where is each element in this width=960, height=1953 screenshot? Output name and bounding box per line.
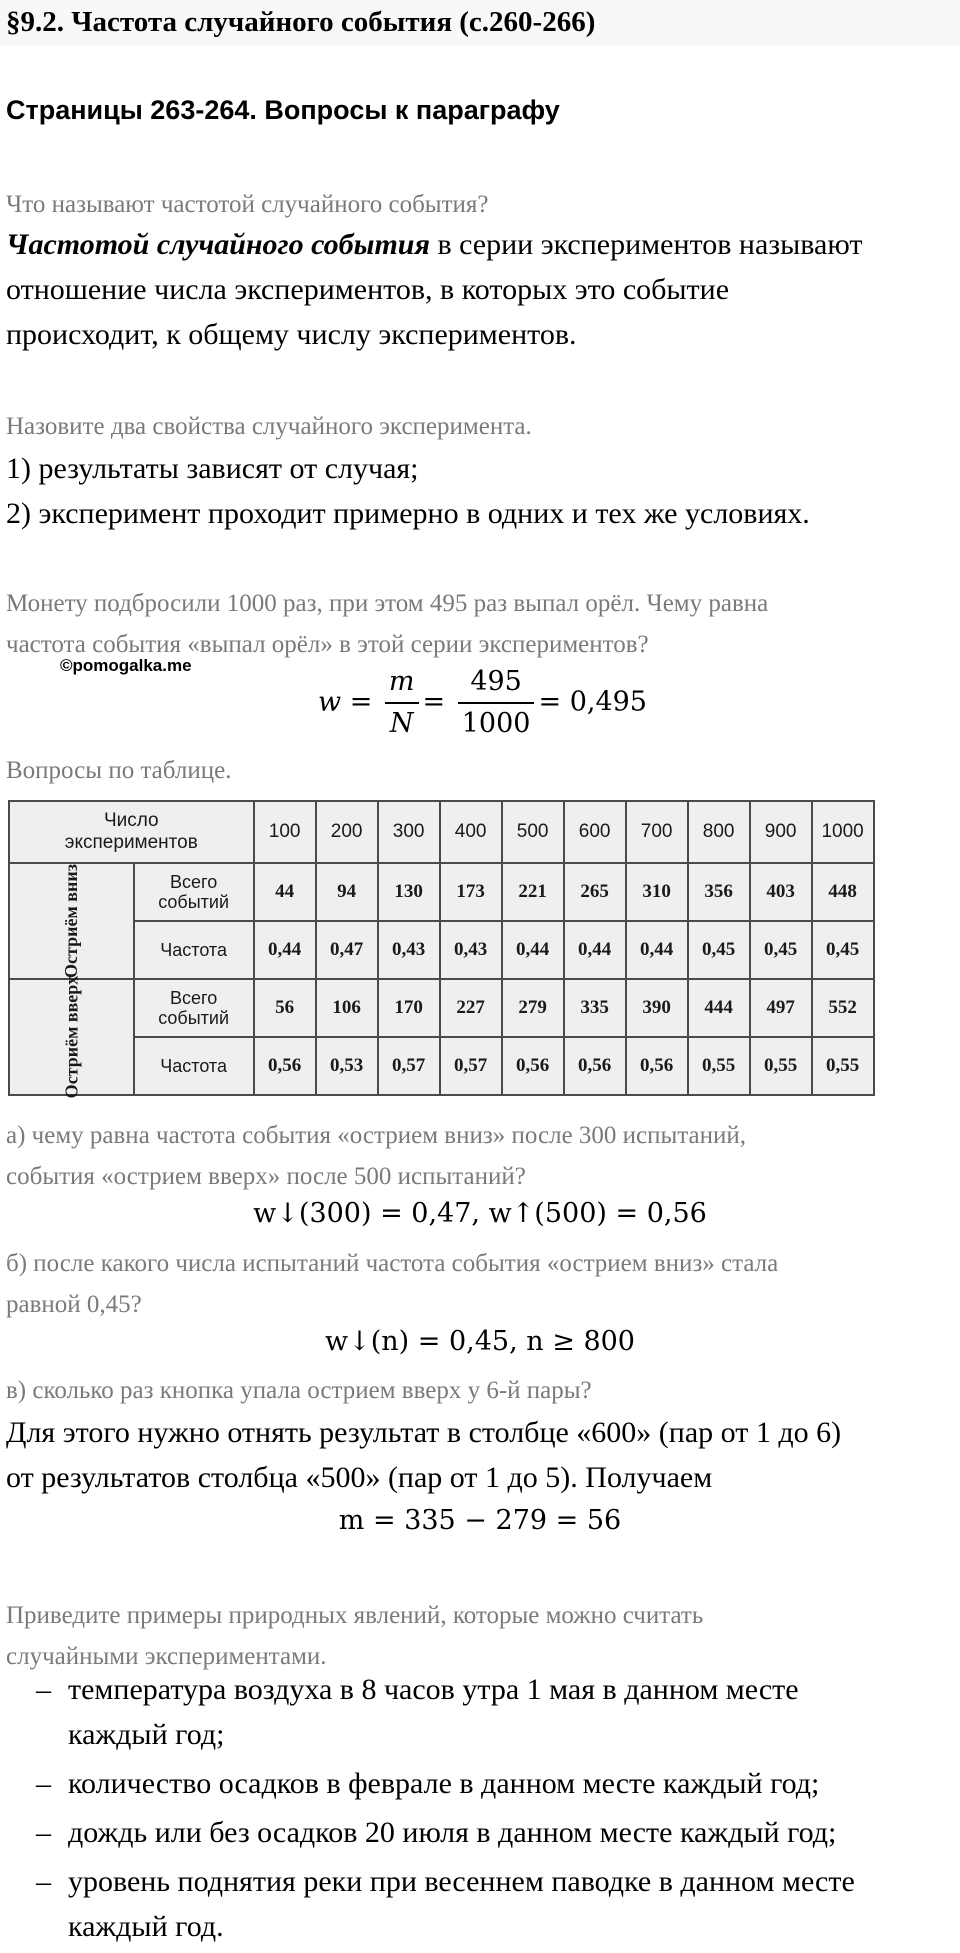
- table-cell: 0,44: [254, 921, 316, 979]
- table-cell: 310: [626, 863, 688, 921]
- table-cell: 0,55: [750, 1037, 812, 1095]
- table-cell: 390: [626, 979, 688, 1037]
- answer-2-item-1: 1) результаты зависят от случая;: [6, 452, 419, 485]
- table-cell: 0,43: [440, 921, 502, 979]
- table-heading: Вопросы по таблице.: [6, 757, 232, 784]
- table-row: [9, 863, 874, 921]
- table-cell: 0,57: [440, 1037, 502, 1095]
- question-3-line-2: частота события «выпал орёл» в этой серии экспериментов?: [6, 631, 649, 658]
- table-cell: 0,43: [378, 921, 440, 979]
- table-cell: 56: [254, 979, 316, 1037]
- col-header: 100: [254, 801, 316, 863]
- table-cell: 403: [750, 863, 812, 921]
- row-label: Всего событий: [134, 863, 254, 921]
- fraction-numeric: $\frac{495}{1000}$: [458, 662, 535, 744]
- table-cell: 0,56: [564, 1037, 626, 1095]
- table-cell: 448: [812, 863, 874, 921]
- question-3-line-1: Монету подбросили 1000 раз, при этом 495 раз выпал орёл. Чему равна: [6, 590, 769, 617]
- table-cell: 0,45: [750, 921, 812, 979]
- list-item: – количество осадков в феврале в данном месте каждый год;: [36, 1767, 820, 1800]
- table-cell: 0,55: [812, 1037, 874, 1095]
- table-cell: 173: [440, 863, 502, 921]
- table-cell: 0,44: [626, 921, 688, 979]
- col-header: 700: [626, 801, 688, 863]
- table-cell: 356: [688, 863, 750, 921]
- answer-1-term: Частотой случайного события: [6, 228, 430, 261]
- formula-a: w↓(300) = 0,47, w↑(500) = 0,56: [253, 1198, 707, 1229]
- table-cell: 552: [812, 979, 874, 1037]
- table-cell: 0,57: [378, 1037, 440, 1095]
- table-cell: 221: [502, 863, 564, 921]
- table-cell: 0,45: [812, 921, 874, 979]
- row-label: Частота: [134, 921, 254, 979]
- table-cell: 94: [316, 863, 378, 921]
- table-cell: 0,56: [626, 1037, 688, 1095]
- answer-1-line-1-rest: в серии экспериментов называют: [429, 228, 863, 261]
- list-item: – дождь или без осадков 20 июля в данном месте каждый год;: [36, 1816, 837, 1849]
- question-a: а) чему равна частота события «острием вниз» после 300 испытаний, события «острием вверх» после 500 испытаний?: [6, 1122, 747, 1190]
- question-3: [6, 583, 954, 665]
- header-bar: [0, 0, 960, 46]
- table-cell: 265: [564, 863, 626, 921]
- examples-list: [0, 1667, 960, 1953]
- page-subtitle: Страницы 263-264. Вопросы к параграфу: [6, 95, 560, 125]
- answer-c: Для этого нужно отнять результат в столбце «600» (пар от 1 до 6) от результатов столбца «500» (пар от 1 до 5). Получаем: [6, 1416, 842, 1494]
- answer-1: [6, 222, 954, 357]
- col-header: 200: [316, 801, 378, 863]
- table-cell: 44: [254, 863, 316, 921]
- row-label: Частота: [134, 1037, 254, 1095]
- table-row: [9, 979, 874, 1037]
- answer-2-item-2: 2) эксперимент проходит примерно в одних и тех же условиях.: [6, 497, 810, 530]
- question-b: б) после какого числа испытаний частота события «острием вниз» стала равной 0,45?: [6, 1250, 779, 1318]
- list-item: – температура воздуха в 8 часов утра 1 мая в данном месте каждый год;: [36, 1673, 799, 1751]
- formula-result: 0,495: [569, 686, 647, 718]
- table-row: [9, 921, 874, 979]
- answer-1-line-2: отношение числа экспериментов, в которых это событие: [6, 273, 730, 306]
- answer-1-line-1: [6, 222, 954, 267]
- table-row: [9, 1037, 874, 1095]
- formula-lhs: w: [318, 686, 342, 718]
- col-header: 900: [750, 801, 812, 863]
- table-cell: 0,56: [502, 1037, 564, 1095]
- watermark: ©pomogalka.me: [60, 656, 192, 675]
- table-cell: 0,55: [688, 1037, 750, 1095]
- formula-frequency: w = $\frac{m}{N}$ = $\frac{495}{1000}$ = 0,495: [318, 662, 647, 744]
- table-cell: 497: [750, 979, 812, 1037]
- table-cell: 0,53: [316, 1037, 378, 1095]
- col-header: 1000: [812, 801, 874, 863]
- table-cell: 0,45: [688, 921, 750, 979]
- table-cell: 0,44: [564, 921, 626, 979]
- answer-2: [6, 446, 954, 536]
- table-cell: 106: [316, 979, 378, 1037]
- col-header: 300: [378, 801, 440, 863]
- col-header: 400: [440, 801, 502, 863]
- table-cell: 227: [440, 979, 502, 1037]
- formula-b: w↓(n) = 0,45, n ≥ 800: [325, 1326, 635, 1357]
- col-header: 600: [564, 801, 626, 863]
- col-header: 800: [688, 801, 750, 863]
- table-cell: 335: [564, 979, 626, 1037]
- table-cell: 0,56: [254, 1037, 316, 1095]
- row-label: Всего событий: [134, 979, 254, 1037]
- group-label-down: Остриём вниз: [9, 863, 134, 979]
- table-cell: 0,44: [502, 921, 564, 979]
- header-label: Число экспериментов: [9, 801, 254, 863]
- answer-1-line-3: происходит, к общему числу экспериментов.: [6, 318, 577, 351]
- list-item: – уровень поднятия реки при весеннем паводке в данном месте каждый год.: [36, 1865, 855, 1943]
- col-header: 500: [502, 801, 564, 863]
- question-5: Приведите примеры природных явлений, которые можно считать случайными экспериментами.: [6, 1602, 704, 1670]
- formula-c: m = 335 − 279 = 56: [338, 1505, 622, 1536]
- table-cell: 279: [502, 979, 564, 1037]
- question-2: Назовите два свойства случайного эксперимента.: [6, 413, 532, 440]
- fraction-symbolic: $\frac{m}{N}$: [385, 662, 419, 744]
- question-1: Что называют частотой случайного события?: [6, 191, 489, 218]
- question-c: в) сколько раз кнопка упала острием вверх у 6-й пары?: [6, 1377, 592, 1404]
- table-cell: 0,47: [316, 921, 378, 979]
- table-cell: 170: [378, 979, 440, 1037]
- table-cell: 444: [688, 979, 750, 1037]
- table-cell: 130: [378, 863, 440, 921]
- results-table: [8, 800, 875, 1096]
- group-label-up: Остриём вверх: [9, 979, 134, 1095]
- section-title: §9.2. Частота случайного события (с.260-266): [6, 6, 596, 38]
- table-header-row: [9, 801, 874, 863]
